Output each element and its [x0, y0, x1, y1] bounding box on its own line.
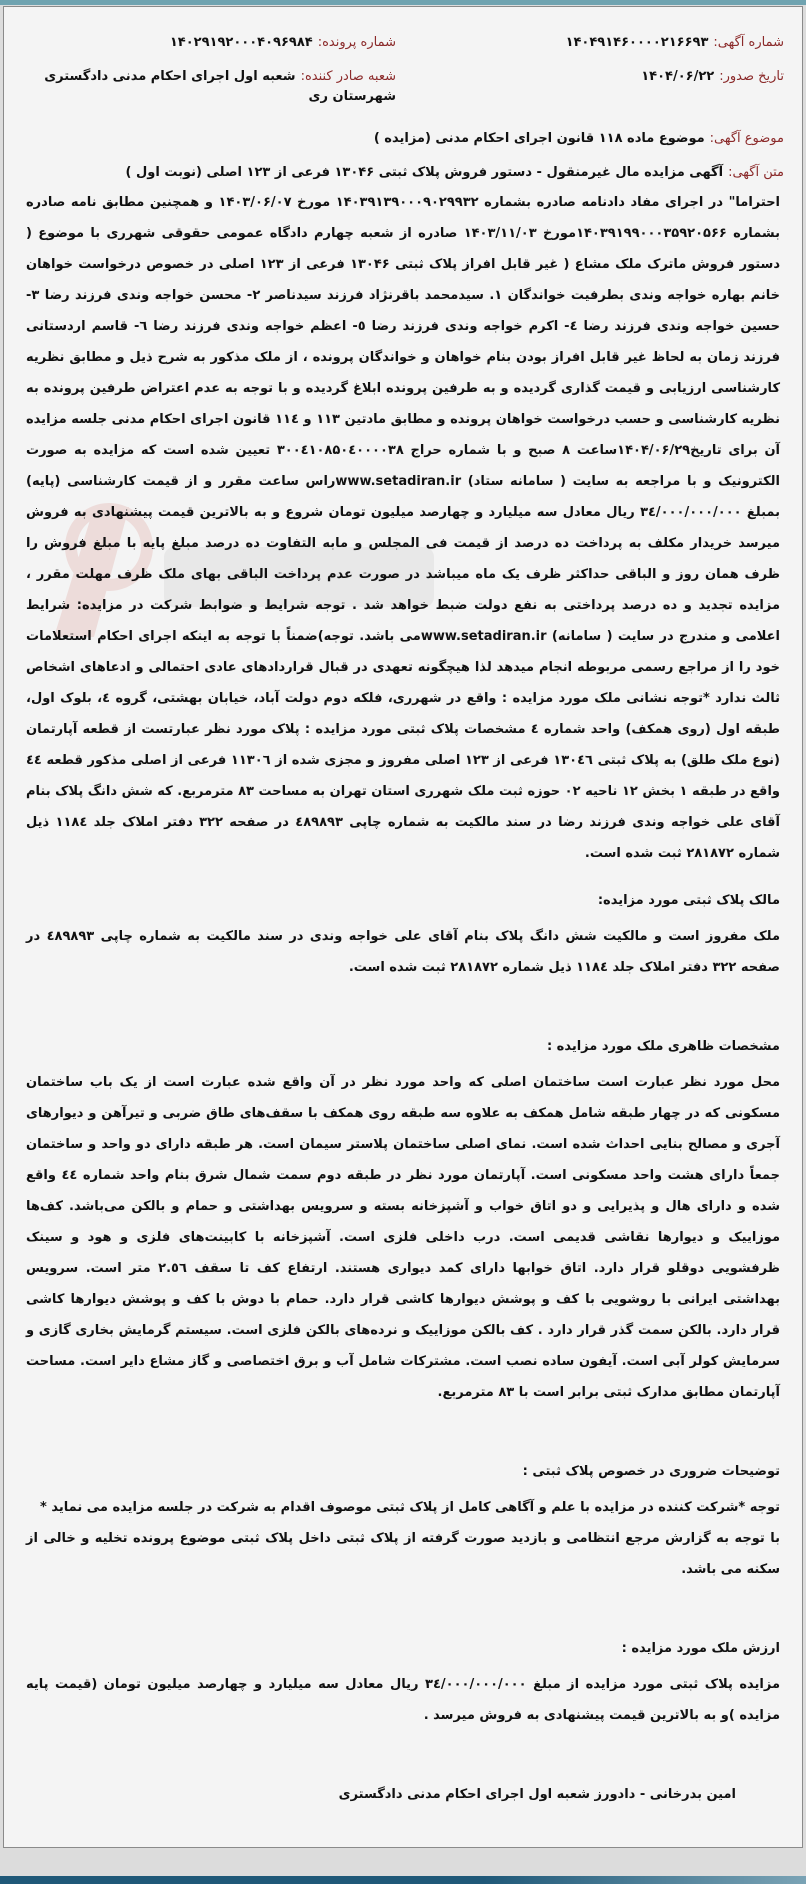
- ad-number-field: [410, 33, 784, 53]
- subject-label: موضوع آگهی:: [709, 131, 784, 146]
- notes-line-2: با توجه به گزارش مرجع انتظامی و بازدید صورت گرفته از پلاک ثبتی داخل پلاک ثبتی موضوع پرونده تخلیه و خالی از سکنه می باشد.: [26, 1531, 780, 1577]
- notice-panel: [3, 6, 803, 1848]
- bottom-strip: [0, 1848, 806, 1876]
- ad-title: آگهی مزایده مال غیرمنقول - دستور فروش پلاک ثبتی ۱۳۰۴۶ فرعی از ۱۲۳ اصلی (نوبت اول ): [125, 165, 724, 180]
- window-top-bar: [0, 0, 806, 5]
- issue-date-label: تاریخ صدور:: [719, 69, 784, 84]
- value-text: مزایده پلاک ثبتی مورد مزایده از مبلغ ۳٤/۰۰۰/۰۰۰/۰۰۰ ریال معادل سه میلیارد و چهارصد میلیون تومان (قیمت پایه مزایده )و به بالاترین قیمت پیشنهادی به فروش میرسد .: [26, 1677, 780, 1723]
- header-row-1: [22, 33, 784, 53]
- signature: امین بدرخانی - دادورز شعبه اول اجرای احکام مدنی دادگستری: [338, 1787, 736, 1802]
- main-paragraph: احتراما" در اجرای مفاد دادنامه صادره بشماره ۱۴۰۳۹۱۳۹۰۰۰۹۰۲۹۹۳۲ مورخ ۱۴۰۳/۰۶/۰۷ و همچنین مطابق نامه صادره بشماره ۱۴۰۳۹۱۹۹۰۰۰۳۵۹۲۰۵۶۶مورخ ۱۴۰۳/۱۱/۰۳ صادره از شعبه چهارم دادگاه عمومی حقوقی شهرری با موضوع ( دستور فروش ماترک ملک مشاع ( غیر قابل افراز پلاک ثبتی ۱۳۰۴۶ فرعی از ۱۲۳ اصلی در خصوص درخواست خواهان خانم بهاره خواجه وندی بطرفیت خواندگان ۱. سیدمحمد باقرنژاد فرزند سیدناصر ۲- محسن خواجه وندی فرزند رضا ۳- حسین خواجه وندی فرزند رضا ٤- اکرم خواجه وندی فرزند رضا ٥- اعظم خواجه وندی فرزند رضا ٦- قاسم اردستانی فرزند زمان به لحاظ غیر قابل افراز بودن بنام خواهان و خواندگان پرونده ، از ملک مذکور به شرح ذیل و مطابق نظریه کارشناسی ارزیابی و قیمت گذاری گردیده و به طرفین پرونده ابلاغ گردیده و با توجه به عدم اعتراض طرفین پرونده به نظریه کارشناسی و حسب درخواست خواهان پرونده و مطابق مادتین ۱۱۳ و ۱۱٤ قانون اجرای احکام مدنی جلسه مزایده آن برای تاریخ۱۴۰۴/۰۶/۲۹ساعت ۸ صبح و با شماره حراج ۳۰۰٤۱۰۸۵۰٤۰۰۰۰۳۸ تعیین شده است که مزایده به صورت الکترونیک و با مراجعه به سایت ( سامانه ستاد) www.setadiran.irراس ساعت مقرر و از قیمت کارشناسی (پایه) بمبلغ ۳٤/۰۰۰/۰۰۰/۰۰۰ ریال معادل سه میلیارد و چهارصد میلیون تومان شروع و به بالاترین قیمت پیشنهادی به فروش میرسد خریدار مکلف به پرداخت ده درصد از قیمت فی المجلس و مابه التفاوت ده درصد مبلغ پایه با مبلغ فروش را ظرف همان روز و الباقی حداکثر ظرف یک ماه میباشد در صورت عدم پرداخت الباقی بهای ملک ظرف مهلت مقرر ، مزایده تجدید و ده درصد پرداختی به نفع دولت ضبط خواهد شد . توجه شرایط و ضوابط شرکت در مزایده: شرایط اعلامی و مندرج در سایت ( سامانه) www.setadiran.irمی باشد. توجه)ضمناً با توجه به اینکه اجرای احکام استعلامات خود را از مراجع رسمی مربوطه انجام میدهد لذا هیچگونه تعهدی در قبال قراردادهای عادی احتمالی و ادعاهای اشخاص ثالث ندارد *توجه نشانی ملک مورد مزایده : واقع در شهرری، فلکه دوم دولت آباد، خیابان بهشتی، گروه ٤، بلوک اول، طبقه اول (روی همکف) واحد شماره ٤ مشخصات پلاک ثبتی مورد مزایده : پلاک مورد نظر عبارتست از قطعه آپارتمان (نوع ملک طلق) به پلاک ثبتی ۱۳۰٤٦ فرعی از ۱۲۳ اصلی مفروز و مجزی شده از ۱۱۳۰٦ فرعی از اصلی مذکور قطعه ٤٤ واقع در طبقه ۱ بخش ۱۲ ناحیه ۰۲ حوزه ثبت ملک شهرری استان تهران به مساحت ۸۳ مترمربع. که شش دانگ پلاک بنام آقای علی خواجه وندی فرزند رضا در سند مالکیت به شماره چاپی ٤۸۹۸۹۳ در صفحه ۳۲۲ دفتر املاک جلد ۱۱۸٤ ذیل شماره ۲۸۱۸۷۲ ثبت شده است.: [26, 195, 781, 861]
- appearance-heading: مشخصات ظاهری ملک مورد مزایده :: [546, 1039, 780, 1054]
- header-row-3: [22, 129, 784, 149]
- issuer-value: شعبه اول اجرای احکام مدنی دادگستری شهرستان ری: [44, 69, 396, 104]
- issue-date-value: ۱۴۰۴/۰۶/۲۲: [641, 69, 715, 84]
- header-row-2: [22, 67, 784, 107]
- subject-value: موضوع ماده ۱۱۸ قانون اجرای احکام مدنی (مزایده ): [373, 131, 705, 146]
- subject-field: [22, 129, 784, 149]
- case-number-field: [22, 33, 396, 53]
- taskbar: [0, 1876, 806, 1884]
- owner-heading: مالک پلاک ثبتی مورد مزایده:: [597, 893, 780, 908]
- notes-line-1: توجه *شرکت کننده در مزایده با علم و آگاهی کامل از پلاک ثبتی موصوف اقدام به شرکت در جلسه مزایده می نماید *: [40, 1500, 780, 1515]
- issuer-field: [22, 67, 396, 107]
- appearance-text: محل مورد نظر عبارت است ساختمان اصلی که واحد مورد نظر در آن واقع شده عبارت است از یک باب ساختمان مسکونی که در چهار طبقه شامل همکف به علاوه سه طبقه روی همکف با سقف‌های طاق ضربی و تیرآهن و دیوارهای آجری و مصالح بنایی احداث شده است. نمای اصلی ساختمان پلاستر سیمان است. هر طبقه دارای دو واحد و ساختمان جمعاً دارای هشت واحد مسکونی است. آپارتمان مورد نظر در طبقه دوم سمت شمال شرق بنام واحد شماره ٤٤ واقع شده و دارای هال و پذیرایی و دو اتاق خواب و آشپزخانه بسته و سرویس بهداشتی و حمام و بالکن می‌باشد. کف‌ها موزاییک و دیوارها نقاشی قدیمی است. درب داخلی فلزی است. آشپزخانه با کابینت‌های فلزی و هود و سینک ظرفشویی دوقلو قرار دارد. اتاق خوابها دارای کمد دیواری هستند. ارتفاع کف تا سقف ۲.٥٦ متر است. سرویس بهداشتی ایرانی با روشویی با کف و پوشش دیوارها کاشی قرار دارد. حمام با دوش با کف و پوشش دیوارها کاشی قرار دارد. بالکن سمت گذر قرار دارد . کف بالکن موزاییک و نرده‌های بالکن فلزی است. سیستم گرمایش بخاری گازی و سرمایش کولر آبی است. آیفون ساده نصب است. مشترکات شامل آب و برق اختصاصی و گاز مشاع دایر است. مساحت آپارتمان مطابق مدارک ثبتی برابر است با ۸۳ مترمربع.: [26, 1075, 780, 1400]
- ad-number-value: ۱۴۰۴۹۱۴۶۰۰۰۰۲۱۶۶۹۳: [565, 35, 709, 50]
- ad-number-label: شماره آگهی:: [713, 35, 784, 50]
- issuer-label: شعبه صادر کننده:: [300, 69, 396, 84]
- notes-heading: توضیحات ضروری در خصوص پلاک ثبتی :: [522, 1464, 780, 1479]
- issue-date-field: [410, 67, 784, 107]
- ad-text-label: متن آگهی:: [728, 165, 784, 180]
- header-row-4: [22, 163, 784, 183]
- case-number-value: ۱۴۰۲۹۱۹۲۰۰۰۴۰۹۶۹۸۴: [169, 35, 313, 50]
- owner-text: ملک مفروز است و مالکیت شش دانگ پلاک بنام آقای علی خواجه وندی در سند مالکیت به شماره چاپی ٤۸۹۸۹۳ در صفحه ۳۲۲ دفتر املاک جلد ۱۱۸٤ ذیل شماره ۲۸۱۸۷۲ ثبت شده است.: [26, 929, 780, 975]
- case-number-label: شماره پرونده:: [317, 35, 396, 50]
- value-heading: ارزش ملک مورد مزایده :: [621, 1641, 780, 1656]
- ad-title-field: [22, 163, 784, 183]
